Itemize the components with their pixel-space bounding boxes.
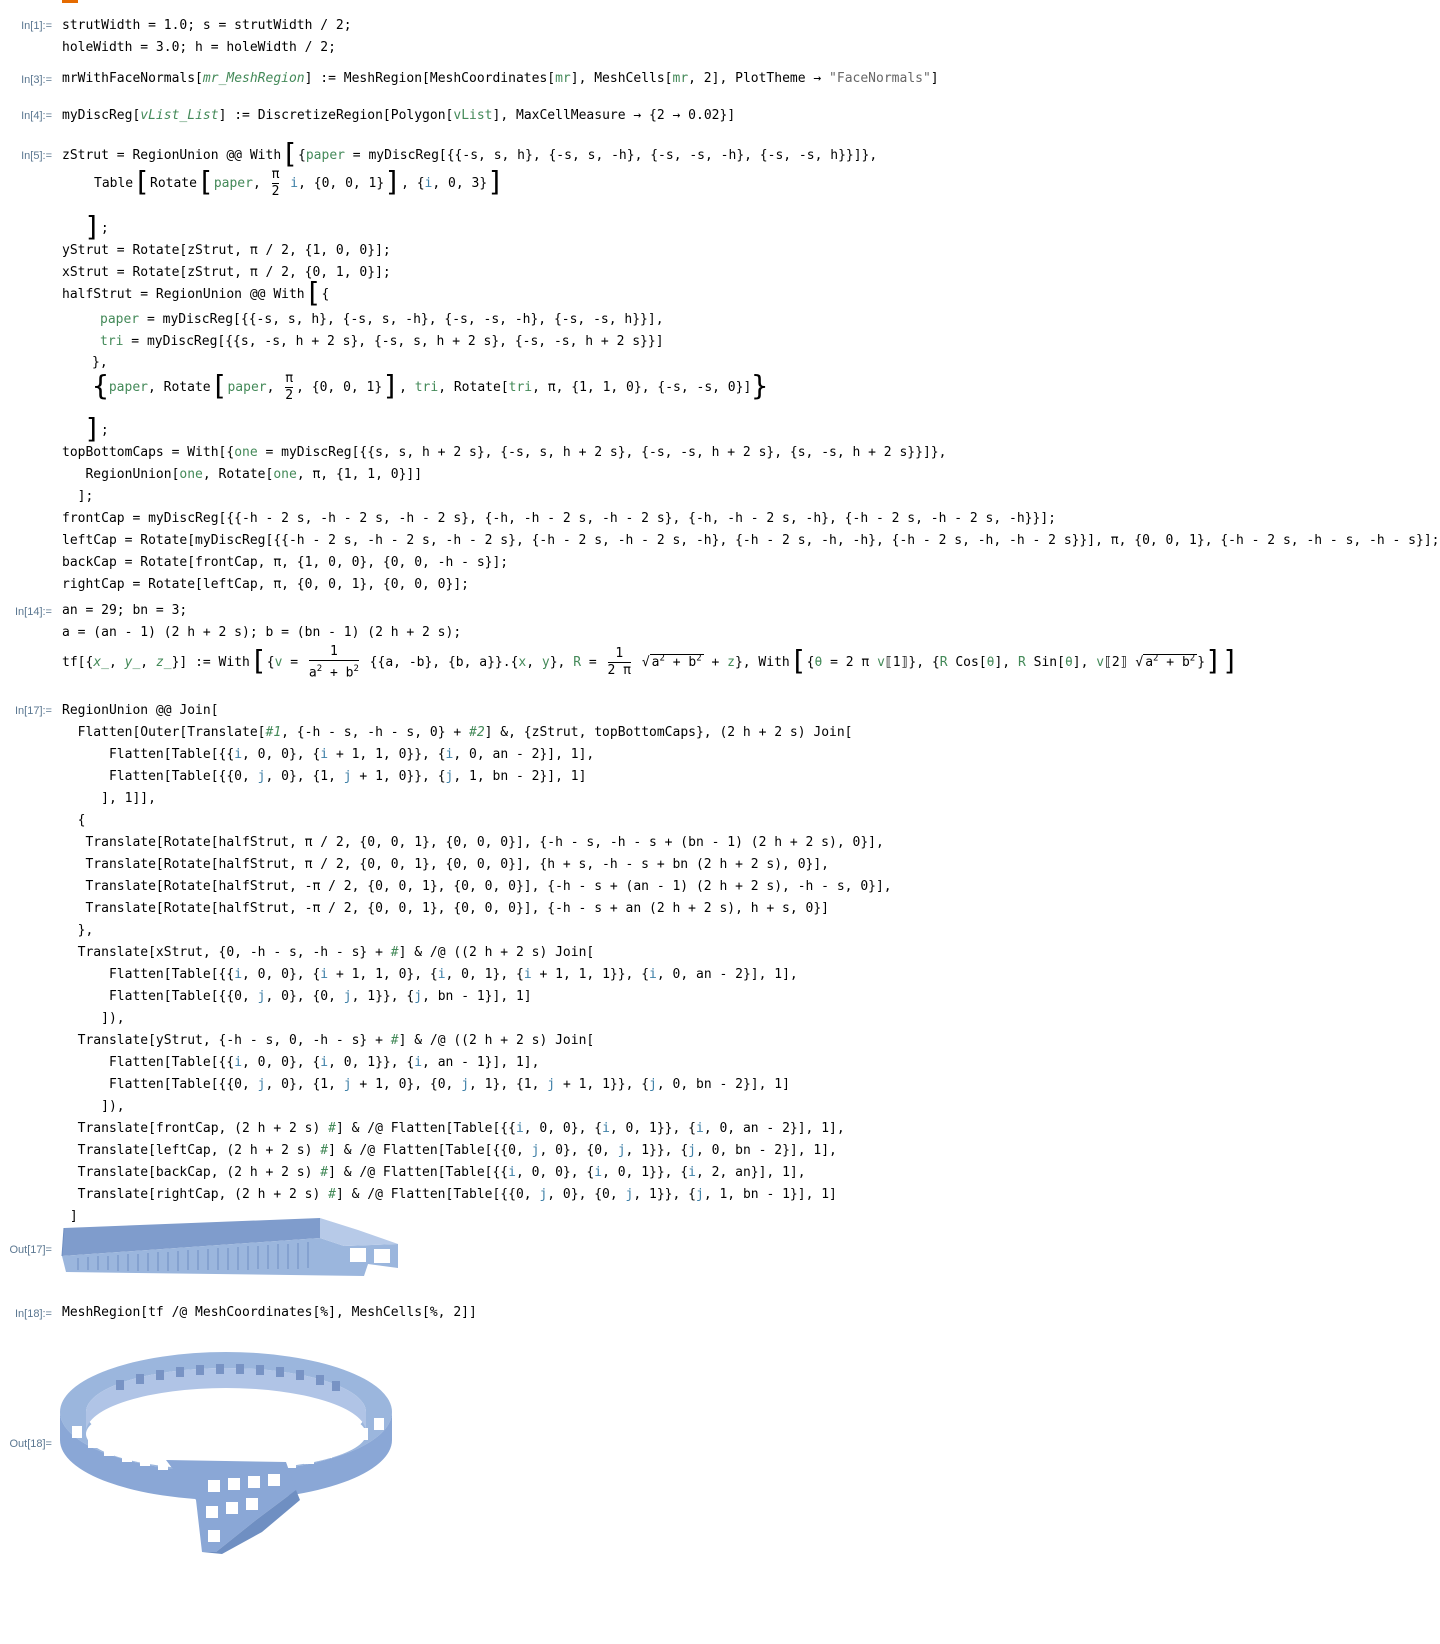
code-line: Table[Rotate[paper, $\frac{\pi}{2}$ i, {0, 0, 1}], {i, 0, 3}] xyxy=(94,165,505,199)
input-label: In[17]:= xyxy=(14,705,52,717)
input-label: In[5]:= xyxy=(21,150,52,162)
cell-bracket-marker xyxy=(62,0,78,3)
input-cell-5[interactable]: zStrut = RegionUnion @@ With[{paper = myDiscReg[{{-s, s, h}, {-s, s, -h}, {-s, -s, -h}, {-s, -s, h}}]}, xyxy=(62,137,878,170)
input-label: In[1]:= xyxy=(21,20,52,32)
code-line: {paper, Rotate[paper, $\frac{\pi}{2}$ , {0, 0, 1}], tri, Rotate[tri, π, {1, 1, 0}, {-s, -s, 0}]} xyxy=(92,369,769,403)
helical-ring-mesh-output[interactable] xyxy=(56,1340,408,1554)
input-cell-14[interactable]: an = 29; bn = 3; a = (an - 1) (2 h + 2 s); b = (bn - 1) (2 h + 2 s); xyxy=(62,603,462,640)
input-cell-3[interactable]: mrWithFaceNormals[mr_MeshRegion] := MeshRegion[MeshCoordinates[mr], MeshCells[mr, 2], PlotTheme → "FaceNormals"] xyxy=(62,71,939,86)
code-line: paper = myDiscReg[{{-s, s, h}, {-s, s, -h}, {-s, -s, -h}, {-s, -s, h}}], tri = myDiscReg[{{s, -s, h + 2 s}, {-s, s, h + 2 s}, {-s, -s, h + 2 s}}] xyxy=(100,312,664,349)
output-label: Out[17]= xyxy=(9,1244,52,1256)
input-label: In[14]:= xyxy=(14,606,52,618)
flat-strip-mesh-output[interactable] xyxy=(58,1216,404,1278)
code-line: tf[{x_, y_, z_}] := With[{v = $\frac{1}{a^2 + b^2}$ {{a, -b}, {b, a}}.{x, y}, R = $\frac{1}{2 \pi}$ √ $a^2 + b^2 + z$}, With[{θ = 2 π v⟦1⟧}, {R Cos[θ], R Sin[θ], v⟦2⟧ √ $a^2 + b^2$ }]] xyxy=(62,644,1239,681)
code-line: ]; xyxy=(84,210,109,243)
output-label: Out[18]= xyxy=(9,1438,52,1450)
input-cell-4[interactable]: myDiscReg[vList_List] := DiscretizeRegion[Polygon[vList], MaxCellMeasure → {2 → 0.02}] xyxy=(62,108,736,123)
input-cell-1[interactable]: strutWidth = 1.0; s = strutWidth / 2; holeWidth = 3.0; h = holeWidth / 2; xyxy=(62,18,352,55)
code-line: ]; xyxy=(84,412,109,445)
code-line: }, xyxy=(92,355,108,370)
input-label: In[18]:= xyxy=(14,1308,52,1320)
input-cell-18[interactable]: MeshRegion[tf /@ MeshCoordinates[%], MeshCells[%, 2]] xyxy=(62,1305,477,1320)
input-label: In[3]:= xyxy=(21,74,52,86)
code-line: yStrut = Rotate[zStrut, π / 2, {1, 0, 0}]; xStrut = Rotate[zStrut, π / 2, {0, 1, 0}]; halfStrut = RegionUnion @@ With[{ xyxy=(62,243,391,309)
code-line: topBottomCaps = With[{one = myDiscReg[{{s, s, h + 2 s}, {-s, s, h + 2 s}, {-s, -s, h + 2 s}, {s, -s, h + 2 s}}]}, RegionUnion[one, Rotate[one, π, {1, 1, 0}]] ]; frontCap = myDiscReg[{{-h - 2 s, -h - 2 s, -h - 2 s}, {-h, -h - 2 s, -h - 2 s}, {-h, -h - 2 s, -h}, {-h - 2 s, -h - 2 s, -h}}]; leftCap = Rotate[myDiscReg[{{-h - 2 s, -h - 2 s, -h - 2 s}, {-h - 2 s, -h - 2 s, -h}, {-h - 2 s, -h, -h}, {-h - 2 s, -h, -h - 2 s}}], π, {0, 0, 1}, {-h - 2 s, -h - s, -h - s}]; backCap = Rotate[frontCap, π, {1, 0, 0}, {0, 0, -h - s}]; rightCap = Rotate[leftCap, π, {0, 0, 1}, {0, 0, 0}]; xyxy=(62,445,1440,592)
input-cell-17[interactable]: RegionUnion @@ Join[ Flatten[Outer[Translate[#1, {-h - s, -h - s, 0} + #2] &, {zStrut, topBottomCaps}, (2 h + 2 s) Join[ Flatten[Table[{{i, 0, 0}, {i + 1, 1, 0}}, {i, 0, an - 2}], 1], Flatten[Table[{{0, j, 0}, {1, j + 1, 0}}, {j, 1, bn - 2}], 1] ], 1]], { Translate[Rotate[halfStrut, π / 2, {0, 0, 1}, {0, 0, 0}], {-h - s, -h - s + (bn - 1) (2 h + 2 s), 0}], Translate[Rotate[halfStrut, π / 2, {0, 0, 1}, {0, 0, 0}], {h + s, -h - s + bn (2 h + 2 s), 0}], Translate[Rotate[halfStrut, -π / 2, {0, 0, 1}, {0, 0, 0}], {-h - s + (an - 1) (2 h + 2 s), -h - s, 0}], Translate[Rotate[halfStrut, -π / 2, {0, 0, 1}, {0, 0, 0}], {-h - s + an (2 h + 2 s), h + s, 0}] }, Translate[xStrut, {0, -h - s, -h - s} + #] & /@ ((2 h + 2 s) Join[ Flatten[Table[{{i, 0, 0}, {i + 1, 1, 0}, {i, 0, 1}, {i + 1, 1, 1}}, {i, 0, an - 2}], 1], Flatten[Table[{{0, j, 0}, {0, j, 1}}, {j, bn - 1}], 1] ]), Translate[yStrut, {-h - s, 0, -h - s} + #] & /@ ((2 h + 2 s) Join[ Flatten[Table[{{i, 0, 0}, {i, 0, 1}}, {i, an - 1}], 1], Flatten[Table[{{0, j, 0}, {1, j + 1, 0}, {0, j, 1}, {1, j + 1, 1}}, {j, 0, bn - 2}], 1] ]), Translate[frontCap, (2 h + 2 s) #] & /@ Flatten[Table[{{i, 0, 0}, {i, 0, 1}}, {i, 0, an - 2}], 1], Translate[leftCap, (2 h + 2 s) #] & /@ Flatten[Table[{{0, j, 0}, {0, j, 1}}, {j, 0, bn - 2}], 1], Translate[backCap, (2 h + 2 s) #] & /@ Flatten[Table[{{i, 0, 0}, {i, 0, 1}}, {i, 2, an}], 1], Translate[rightCap, (2 h + 2 s) #] & /@ Flatten[Table[{{0, j, 0}, {0, j, 1}}, {j, 1, bn - 1}], 1] ] xyxy=(62,703,892,1224)
input-label: In[4]:= xyxy=(21,110,52,122)
